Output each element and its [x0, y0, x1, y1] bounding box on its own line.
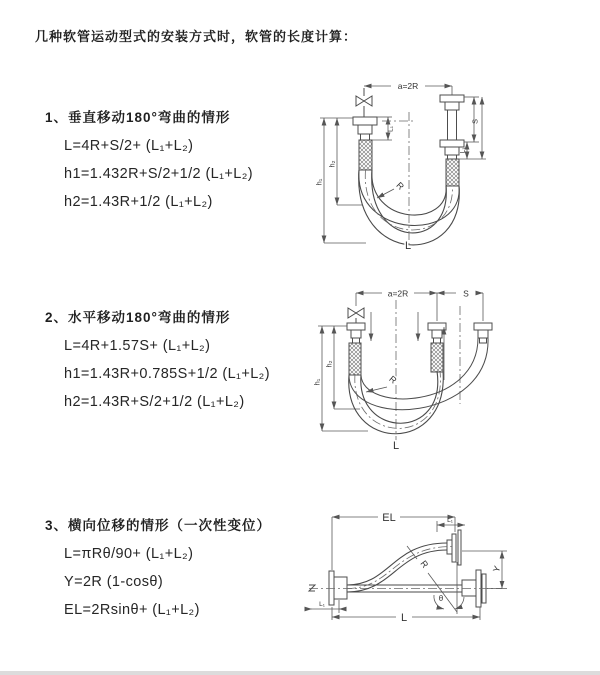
- page-title: 几种软管运动型式的安装方式时，软管的长度计算：: [35, 29, 358, 44]
- dimension-l1-bottom: [305, 600, 346, 613]
- valve-icon: [356, 88, 372, 117]
- formula-el: EL=2Rsinθ+ (L₁+L₂): [64, 602, 200, 618]
- length-label: L: [400, 612, 408, 624]
- dim-l1-label: L₁: [459, 147, 467, 154]
- dim-h1-label: h₁: [314, 178, 324, 186]
- braided-hose-end: [349, 343, 361, 375]
- formula-h2: h2=1.43R+S/2+1/2 (L₁+L₂): [64, 394, 245, 410]
- dim-s-label: S: [463, 288, 469, 299]
- dim-a-label: a=2R: [387, 288, 409, 299]
- dim-s-label: S: [470, 118, 480, 125]
- left-flange: [353, 117, 377, 170]
- dimension-a-2r: [356, 289, 437, 322]
- formula-length: L=4R+S/2+ (L₁+L₂): [64, 138, 194, 154]
- dimension-el: [332, 512, 455, 570]
- dim-el-label: EL: [382, 512, 396, 524]
- right-flange: [474, 323, 492, 343]
- radius-label: R: [418, 558, 431, 570]
- dimension-s: [437, 289, 483, 322]
- dim-l1-label: L₁: [447, 517, 453, 524]
- length-label: L: [404, 240, 412, 252]
- length-label: L: [392, 440, 400, 452]
- dim-h2-label: h₂: [324, 360, 334, 368]
- left-flange: [347, 323, 365, 375]
- angle-callout: [434, 562, 464, 614]
- formula-length: L=4R+1.57S+ (L₁+L₂): [64, 338, 211, 354]
- dim-y-label: Y: [490, 564, 503, 574]
- radius-label: R: [394, 180, 406, 192]
- diagram-horizontal-180-bend: [310, 283, 600, 463]
- scan-edge: [0, 671, 600, 675]
- section-1-heading: 1、垂直移动180°弯曲的情形: [45, 110, 231, 125]
- braided-hose-end: [446, 159, 459, 186]
- middle-flange: [428, 323, 446, 372]
- formula-length: L=πRθ/90+ (L₁+L₂): [64, 546, 194, 562]
- dim-h2-label: h₂: [327, 160, 337, 168]
- upper-flange: [447, 530, 461, 565]
- braided-hose-end: [359, 140, 372, 170]
- radius-callout: [407, 546, 457, 612]
- dim-l1-label: L₁: [319, 601, 325, 608]
- dimension-a-2r: [364, 81, 452, 95]
- section-lateral-displacement: [45, 517, 315, 619]
- dimension-l: [332, 607, 480, 624]
- formula-h1: h1=1.432R+S/2+1/2 (L₁+L₂): [64, 166, 254, 182]
- formula-h2: h2=1.43R+1/2 (L₁+L₂): [64, 194, 213, 210]
- radius-callout: [377, 180, 406, 198]
- valve-icon: [348, 308, 364, 323]
- diagram-lateral-displacement: [300, 505, 600, 655]
- formula-h1: h1=1.43R+0.785S+1/2 (L₁+L₂): [64, 366, 270, 382]
- u-hose-shifted: [349, 338, 488, 410]
- radius-callout: [366, 374, 399, 392]
- section-horizontal-movement: [45, 309, 315, 411]
- section-3-heading: 3、横向位移的情形（一次性变位）: [45, 518, 272, 533]
- diagram-vertical-180-bend: [310, 73, 600, 265]
- section-2-heading: 2、水平移动180°弯曲的情形: [45, 310, 231, 325]
- dim-h1-label: h₁: [312, 378, 322, 386]
- dim-l1-label: L₁: [387, 126, 395, 132]
- dimension-h2: [328, 118, 363, 205]
- dim-a-label: a=2R: [397, 81, 419, 91]
- centerline-break: [309, 585, 315, 591]
- radius-label: R: [387, 373, 399, 386]
- right-flange-positions: [440, 95, 464, 186]
- left-flange: [329, 571, 347, 605]
- braided-hose-end: [431, 343, 443, 372]
- formula-y: Y=2R (1-cosθ): [64, 574, 164, 590]
- angle-label: θ: [438, 594, 444, 603]
- section-vertical-movement: [45, 109, 315, 211]
